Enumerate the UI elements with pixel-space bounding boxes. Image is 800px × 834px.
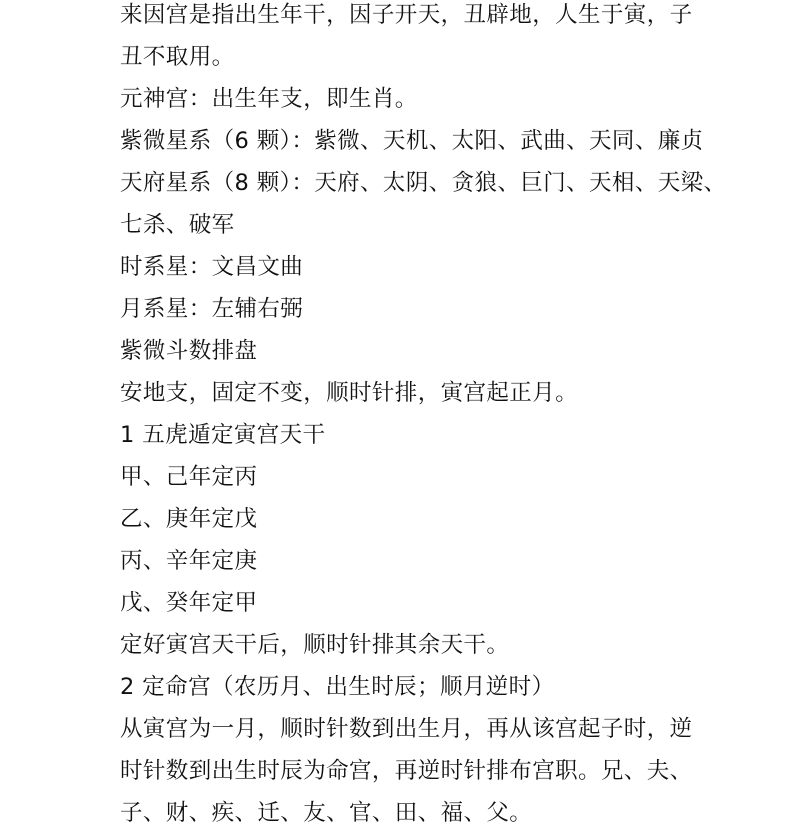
- text-line: 月系星：左辅右弼: [120, 296, 304, 322]
- text-line: 子、财、疾、迁、友、官、田、福、父。: [120, 800, 533, 826]
- text-line: 丙、辛年定庚: [120, 548, 258, 574]
- text-line: 戊、癸年定甲: [120, 590, 258, 616]
- step-heading: 1 五虎遁定寅宫天干: [120, 422, 326, 448]
- text-line: 甲、己年定丙: [120, 464, 258, 490]
- section-heading: 紫微斗数排盘: [120, 338, 258, 364]
- text-line: 定好寅宫天干后，顺时针排其余天干。: [120, 632, 510, 658]
- text-line: 安地支，固定不变，顺时针排，寅宫起正月。: [120, 380, 579, 406]
- step-heading: 2 定命宫（农历月、出生时辰；顺月逆时）: [120, 674, 555, 700]
- text-line: 时系星：文昌文曲: [120, 254, 304, 280]
- text-line: 乙、庚年定戊: [120, 506, 258, 532]
- text-line: 来因宫是指出生年干，因子开天，丑辟地，人生于寅，子: [120, 2, 693, 28]
- text-line: 时针数到出生时辰为命宫，再逆时针排布宫职。兄、夫、: [120, 758, 693, 784]
- text-line: 从寅宫为一月，顺时针数到出生月，再从该宫起子时，逆: [120, 716, 693, 742]
- text-line: 紫微星系（6 颗）：紫微、天机、太阳、武曲、天同、廉贞: [120, 128, 704, 154]
- text-line: 七杀、破军: [120, 212, 235, 238]
- text-line: 元神宫：出生年支，即生肖。: [120, 86, 418, 112]
- text-line: 天府星系（8 颗）：天府、太阴、贪狼、巨门、天相、天梁、: [120, 170, 727, 196]
- text-line: 丑不取用。: [120, 44, 235, 70]
- document-text: [120, 0, 727, 834]
